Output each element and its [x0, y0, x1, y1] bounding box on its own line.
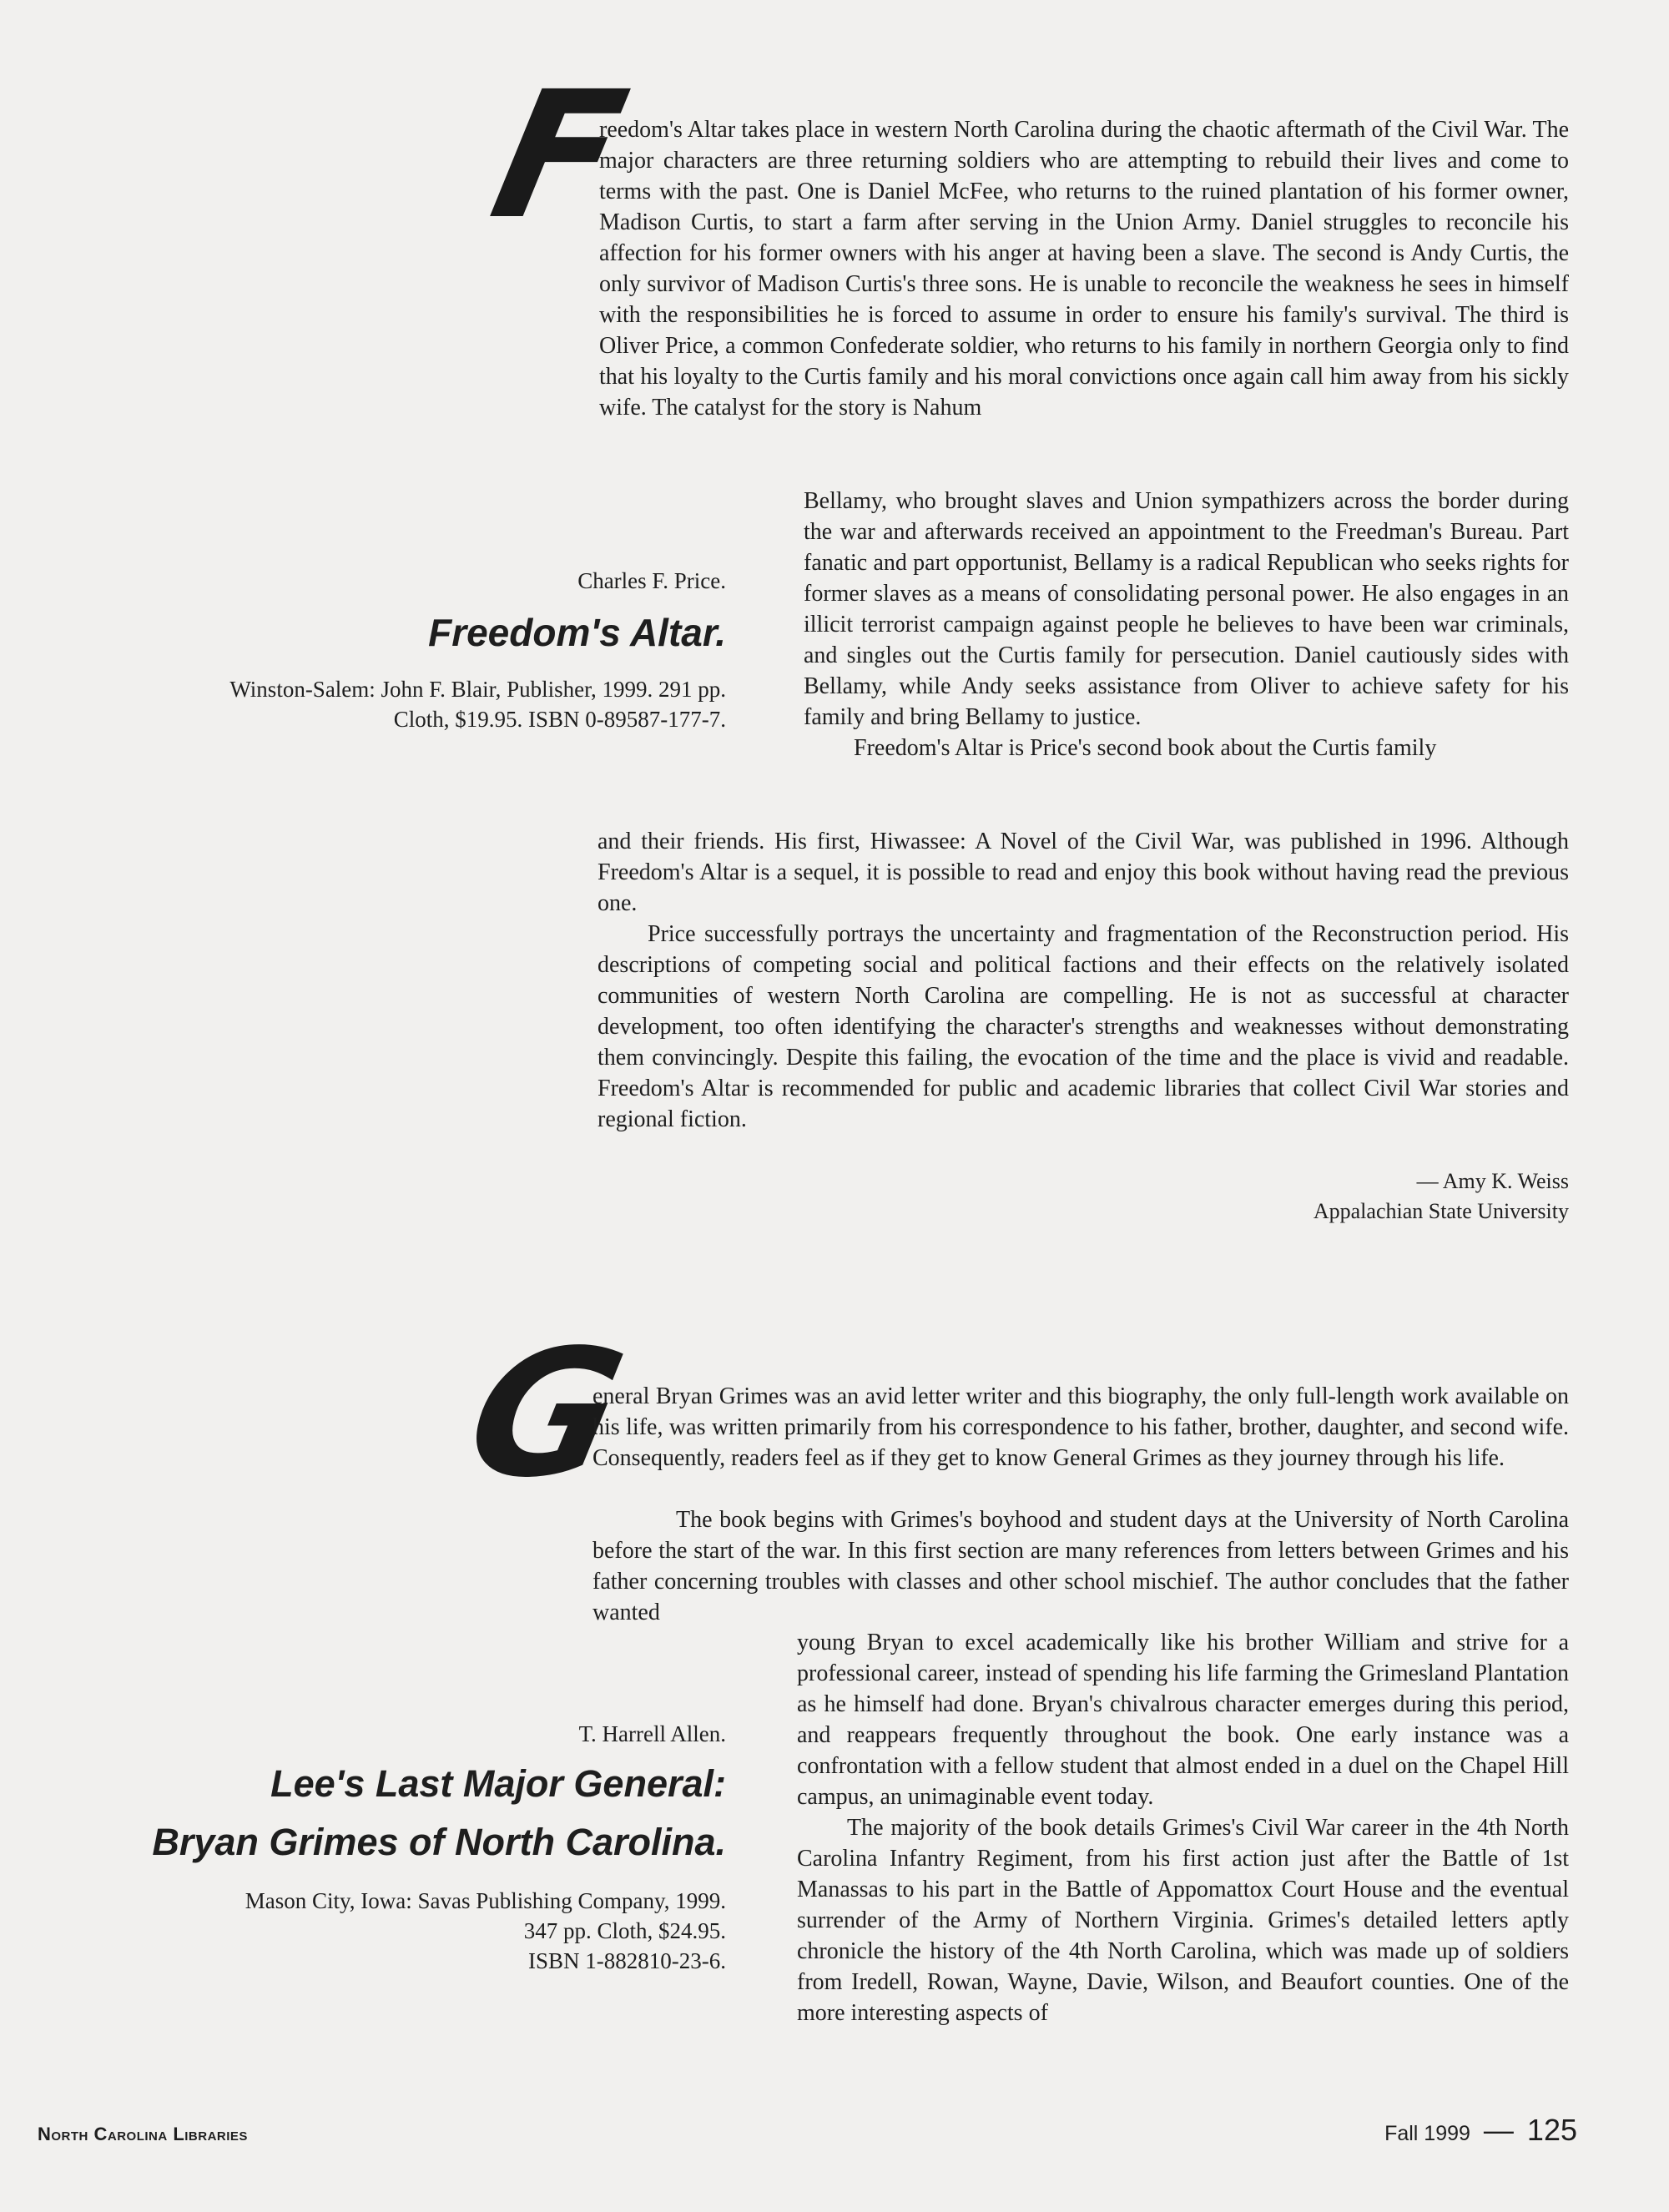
review1-para2-start: Freedom's Altar is Price's second book about the Curtis family	[854, 735, 1437, 761]
review1-body-top	[599, 114, 1569, 481]
review1-body-side	[804, 486, 1569, 763]
review2-para1: eneral Bryan Grimes was an avid letter writer and this biography, the only full-length work available on his life, was written primarily from his correspondence to his father, brother, daughter, and second wife. Consequently, readers feel as if they get to know General Grimes as they journey through his life.	[592, 1383, 1569, 1471]
footer-issue: Fall 1999	[1384, 2122, 1470, 2145]
page-number: 125	[1526, 2113, 1577, 2147]
review1-para1-text: reedom's Altar takes place in western North Carolina during the chaotic aftermath of the Civil War. The major characters are three returning soldiers who are attempting to rebuild their lives and come to terms with the past. One is Daniel McFee, who returns to the ruined plantation of his former owner, Madison Curtis, to start a farm after serving in the Union Army. Daniel struggles to reconcile his affection for his former owners with his anger at having been a slave. The second is Andy Curtis, the only survivor of Madison Curtis's three sons. He is unable to reconcile the weakness he sees in himself with the responsibilities he is forced to assume in order to ensure his family's survival. The third is Oliver Price, a common Confederate soldier, who returns to his family in northern Georgia only to find that his loyalty to the Curtis family and his moral convictions once again call him away from his sickly wife. The catalyst for the story is Nahum	[599, 117, 1569, 421]
dropcap-f: F	[477, 53, 641, 258]
review2-body-top	[592, 1381, 1569, 1474]
review2-para2-cont: young Bryan to excel academically like his brother William and strive for a professional career, instead of spending his life farming the Grimesland Plantation as he himself had done. Bryan's chivalrous character emerges during this period, and reappears frequently throughout the book. One early instance was a confrontation with a fellow student that almost ended in a duel on the Chapel Hill campus, an unimaginable event today.	[797, 1630, 1569, 1810]
review2-pub-line2: 347 pp. Cloth, $24.95.	[523, 1918, 726, 1943]
review1-para3: Price successfully portrays the uncertainty and fragmentation of the Reconstruction period. His descriptions of competing social and political factions and their effects on the relatively isolated communities of western North Carolina are compelling. He is not as successful at character development, too often identifying the character's strengths and weaknesses without demonstrating them convincingly. Despite this failing, the evocation of the time and the place is vivid and readable. Freedom's Altar is recommended for public and academic libraries that collect Civil War stories and regional fiction.	[598, 921, 1569, 1132]
review1-signature: — Amy K. Weiss	[1416, 1169, 1569, 1193]
review2-body-side	[797, 1627, 1569, 2028]
review2-pub-line1: Mason City, Iowa: Savas Publishing Company, 1999.	[245, 1888, 726, 1913]
review1-book-title: Freedom's Altar.	[428, 611, 726, 654]
review2-para2: The book begins with Grimes's boyhood and student days at the University of North Carolina before the start of the war. In this first section are many references from letters between Grimes and his father concerning troubles with classes and other school mischief. The author concludes that the father wanted	[592, 1507, 1569, 1625]
review1-para1-cont: Bellamy, who brought slaves and Union sympathizers across the border during the war and afterwards received an appointment to the Freedman's Bureau. Part fanatic and part opportunist, Bellamy is a radical Republican who seeks rights for former slaves as a means of consolidating personal power. He also engages in an illicit terrorist campaign against people he believes to have been war criminals, and singles out the Curtis family for persecution. Daniel cautiously sides with Bellamy, while Andy seeks assistance from Oliver to achieve safety for his family and bring Bellamy to justice.	[804, 488, 1569, 730]
review2-body-top2	[592, 1504, 1569, 1628]
review2-book-title-line2: Bryan Grimes of North Carolina.	[152, 1821, 726, 1863]
review1-author: Charles F. Price.	[577, 568, 726, 593]
review2-pub-line3: ISBN 1-882810-23-6.	[528, 1948, 726, 1973]
review1-pub-line1: Winston-Salem: John F. Blair, Publisher, 1999. 291 pp.	[229, 677, 726, 702]
review1-pub-line2: Cloth, $19.95. ISBN 0-89587-177-7.	[393, 707, 726, 732]
review1-affiliation: Appalachian State University	[1313, 1199, 1569, 1223]
footer-journal-name: North Carolina Libraries	[38, 2124, 248, 2144]
review1-body-bottom	[598, 826, 1569, 1135]
review1-para1	[599, 114, 1569, 423]
footer-issue-block	[1327, 2113, 1577, 2154]
review2-author: T. Harrell Allen.	[578, 1721, 726, 1746]
review2-book-title-line1: Lee's Last Major General:	[270, 1762, 726, 1805]
review2-para3: The majority of the book details Grimes's Civil War career in the 4th North Carolina Infantry Regiment, from his first action just after the Battle of 1st Manassas to his part in the Battle of Appomattox Court House and the eventual surrender of the Army of Northern Virginia. Grimes's detailed letters aptly chronicle the history of the 4th North Carolina, which was made up of soldiers from Iredell, Rowan, Wayne, Davie, Wilson, and Beaufort counties. One of the more interesting aspects of	[797, 1815, 1569, 2026]
dropcap-g: G	[452, 1312, 640, 1516]
footer-dash: —	[1483, 2113, 1514, 2147]
review1-para2: and their friends. His first, Hiwassee: A Novel of the Civil War, was published in 1996. Although Freedom's Altar is a sequel, it is possible to read and enjoy this book without having read the previous one.	[598, 829, 1569, 916]
